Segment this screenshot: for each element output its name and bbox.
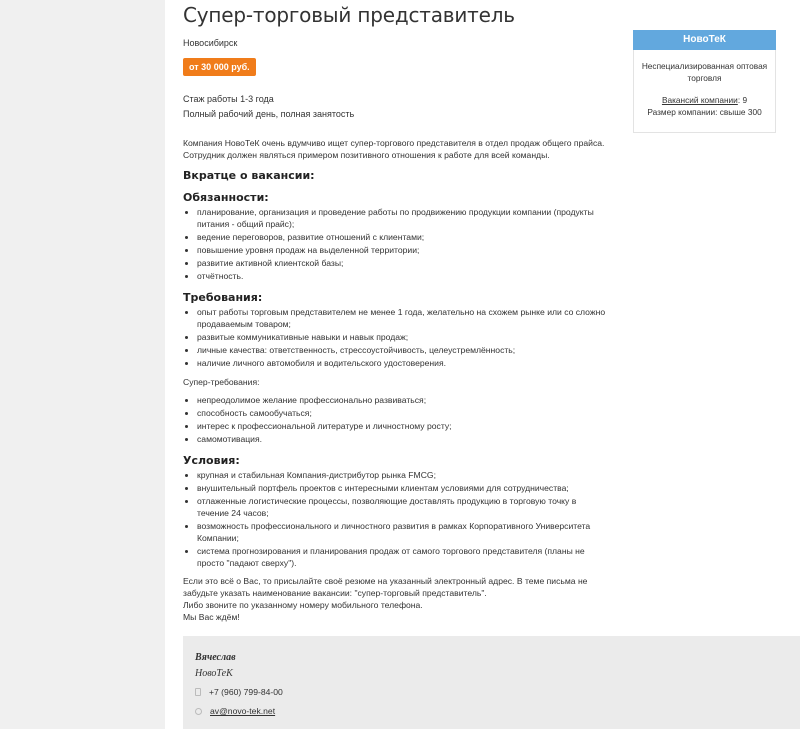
company-vacancies (638, 94, 771, 106)
contact-company: НовоТеК (195, 668, 233, 679)
closing-text (183, 575, 608, 623)
list-item: • отлаженные логистические процессы, позволяющие доставлять продукцию в торговую точку в течение 24 часов; (197, 495, 608, 519)
closing-line: забудьте указать наименование вакансии: "супер-торговый представитель". (183, 588, 487, 598)
company-card (633, 30, 776, 133)
list-item: • наличие личного автомобиля и водительского удостоверения. (197, 357, 608, 369)
vacancy-main (183, 0, 608, 623)
list-item: • непреодолимое желание профессионально развиваться; (197, 394, 608, 406)
super-requirements-label: Супер-требования: (183, 377, 260, 387)
list-item: • отчётность. (197, 270, 608, 282)
closing-line: Мы Вас ждём! (183, 612, 240, 622)
list-item: • внушительный портфель проектов с интересными клиентам условиями для сотрудничества; (197, 482, 608, 494)
list-item: • развитые коммуникативные навыки и навык продаж; (197, 331, 608, 343)
brief-heading: Вкратце о вакансии: (183, 169, 315, 182)
super-requirements-list (183, 394, 608, 445)
vacancy-intro: Компания НовоТеК очень вдумчиво ищет супер-торгового представителя в отдел продаж общего прайса. Сотрудник должен являться примером позитивного отношения к работе для всей команды. (183, 138, 605, 160)
company-vacancies-count: : 9 (737, 95, 748, 105)
company-card-body (633, 50, 776, 133)
contact-email-row (195, 706, 275, 716)
company-vacancies-link[interactable]: Вакансий компании (661, 95, 738, 105)
requirements-heading: Требования: (183, 291, 263, 304)
list-item: • личные качества: ответственность, стрессоустойчивость, целеустремлённость; (197, 344, 608, 356)
company-description: Неспециализированная оптовая торговля (641, 61, 768, 83)
email-icon (195, 708, 202, 715)
company-size: Размер компании: свыше 300 (647, 107, 762, 117)
vacancy-meta (183, 92, 608, 122)
phone-icon (195, 688, 201, 696)
contact-panel (183, 636, 800, 729)
list-item: • система прогнозирования и планирования продаж от самого торгового представителя (планы не просто "падают сверху"). (197, 545, 608, 569)
closing-line: Если это всё о Вас, то присылайте своё резюме на указанный электронный адрес. В теме письма не (183, 576, 588, 586)
list-item: • развитие активной клиентской базы; (197, 257, 608, 269)
list-item: • ведение переговоров, развитие отношений с клиентами; (197, 231, 608, 243)
list-item: • крупная и стабильная Компания-дистрибутор рынка FMCG; (197, 469, 608, 481)
page-content (165, 0, 800, 729)
contact-phone-row (195, 687, 283, 697)
list-item: • возможность профессионального и личностного развития в рамках Корпоративного Университета Компании; (197, 520, 608, 544)
closing-line: Либо звоните по указанному номеру мобильного телефона. (183, 600, 423, 610)
list-item: • опыт работы торговым представителем не менее 1 года, желательно на схожем рынке или со сложно продаваемым товаром; (197, 306, 608, 330)
vacancy-title: Супер-торговый представитель (183, 3, 515, 27)
duties-heading: Обязанности: (183, 191, 269, 204)
contact-phone: +7 (960) 799-84-00 (209, 687, 283, 697)
list-item: • интерес к профессиональной литературе и личностному росту; (197, 420, 608, 432)
list-item: • планирование, организация и проведение работы по продвижению продукции компании (продукты питания - общий прайс); (197, 206, 608, 230)
list-item: • повышение уровня продаж на выделенной территории; (197, 244, 608, 256)
experience-text: Стаж работы 1-3 года (183, 94, 274, 104)
contact-name: Вячеслав (195, 652, 236, 663)
list-item: • самомотивация. (197, 433, 608, 445)
conditions-list (183, 469, 608, 569)
list-item: • способность самообучаться; (197, 407, 608, 419)
company-card-title[interactable]: НовоТеК (633, 30, 776, 50)
requirements-list (183, 306, 608, 369)
duties-list (183, 206, 608, 282)
schedule-text: Полный рабочий день, полная занятость (183, 109, 355, 119)
conditions-heading: Условия: (183, 454, 240, 467)
contact-email-link[interactable]: av@novo-tek.net (210, 706, 276, 716)
vacancy-city: Новосибирск (183, 38, 238, 48)
salary-badge: от 30 000 руб. (183, 58, 256, 76)
